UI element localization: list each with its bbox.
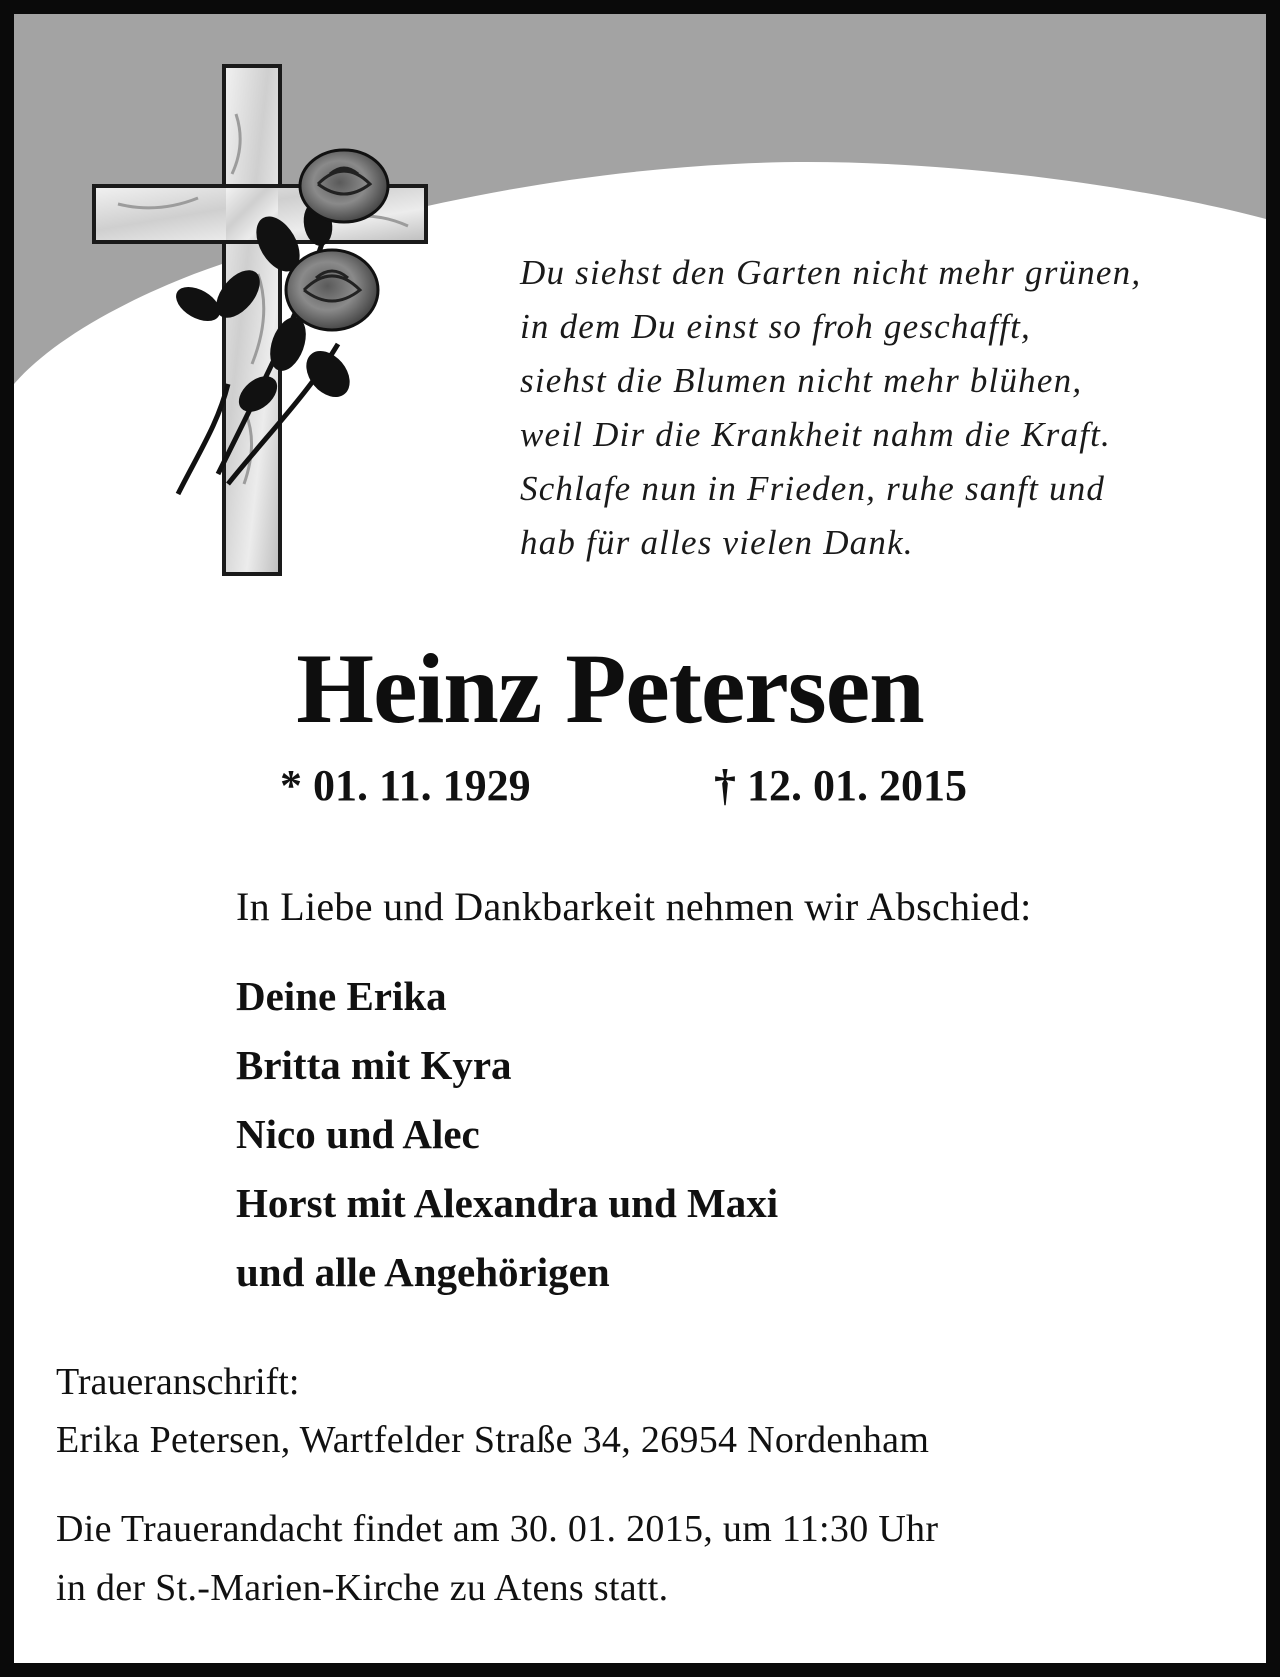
service-line: in der St.-Marien-Kirche zu Atens statt. (56, 1567, 669, 1609)
mourner-entry: Britta mit Kyra (236, 1042, 512, 1088)
poem-line: in dem Du einst so froh geschafft, (520, 307, 1031, 346)
mourning-address: Erika Petersen, Wartfelder Straße 34, 26954 Nordenham (56, 1419, 930, 1461)
marble-cross (94, 66, 426, 574)
deceased-name: Heinz Petersen (296, 633, 924, 744)
poem-line: siehst die Blumen nicht mehr blühen, (520, 361, 1083, 400)
mourner-entry: und alle Angehörigen (236, 1249, 610, 1295)
poem-line: weil Dir die Krankheit nahm die Kraft. (520, 415, 1111, 454)
service-line: Die Trauerandacht findet am 30. 01. 2015, um 11:30 Uhr (56, 1508, 939, 1550)
address-label: Traueranschrift: (56, 1361, 300, 1403)
farewell-intro: In Liebe und Dankbarkeit nehmen wir Abschied: (236, 884, 1032, 929)
poem-line: Du siehst den Garten nicht mehr grünen, (520, 253, 1142, 292)
mourner-entry: Horst mit Alexandra und Maxi (236, 1180, 779, 1226)
poem-line: Schlafe nun in Frieden, ruhe sanft und (520, 469, 1106, 508)
mourner-entry: Nico und Alec (236, 1111, 480, 1157)
service-info (56, 1500, 938, 1618)
mourner-entry: Deine Erika (236, 973, 447, 1019)
birth-date: * 01. 11. 1929 (280, 761, 531, 810)
mourners-list (236, 962, 778, 1307)
poem (520, 246, 1260, 570)
poem-line: hab für alles vielen Dank. (520, 523, 914, 562)
death-date: † 12. 01. 2015 (714, 761, 967, 810)
cross-with-roses-icon (78, 54, 458, 584)
